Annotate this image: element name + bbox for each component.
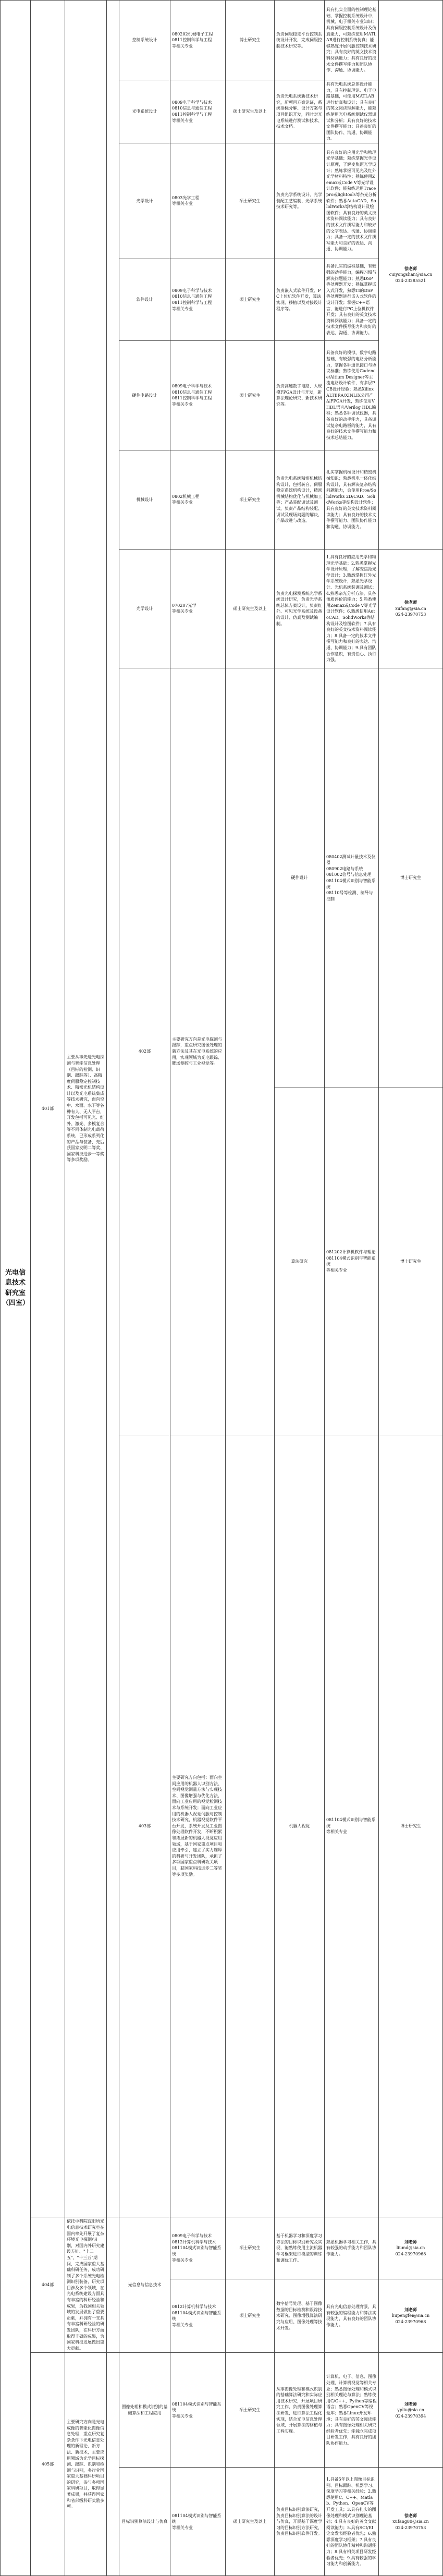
contact-cell (379, 549, 443, 668)
spacer-cell (107, 1, 119, 2217)
job-duty: 负责光电系统新技术研究，新项目方案论证，系统指标分解、设计方案与项目组织开发，同时对光电系统进行测试和技术、技术文档。 (275, 80, 325, 143)
contact-phone: 024-23285521 (395, 278, 426, 283)
major-list: 080402测试计量技术及仪器 080902电路与系统 081002信号与信息处理 081104模式识别与智能系统 08110号等检测、制导与控制 (325, 668, 379, 1088)
contact-email[interactable]: ypliu@sia.cn (397, 2408, 424, 2413)
room-direction: 主要从事先进光电探测与智能信息处理（目标的检测、识别、跟踪等）、高精度伺服稳定控制技术、精密光机结构设计以及光电系统集成等技术研究，面向空中、水面、水下等各种有人、无人平台，开发包括可见光、红外、激光、多模复合等不同体制光电载荷系统，已形成系列化的产品与装备，先后获国家发明二等奖、国家科技进步一等奖等多项奖励。 (65, 1, 107, 2217)
job-duty: 数字信号处理、基于图像数据的目标检测和跟踪技术研究、图像增强算法研究与应用、图像处理等技术开发。 (275, 2279, 325, 2353)
contact-cell (379, 2217, 443, 2279)
room-direction: 主要研究方向是光电探测与跟踪，重点研究图像处理的新方法及其在光电系统的应用，实现领域为光电跟踪、靶场测控与工业视觉等。 (170, 668, 226, 1435)
major-list: 080202机械电子工程 0811控制科学与工程 等相关专业 (170, 1, 226, 80)
contact-cell (379, 2468, 443, 2576)
room-name: 404部 (31, 2217, 65, 2353)
job-duty: 负责高速数字电路、大规模FPGA设计与开发，新算法理论研究、新技术研究等。 (275, 340, 325, 450)
contact-phone: 024-23970753 (395, 2525, 426, 2530)
degree-requirement: 硕士研究生及以上 (226, 549, 275, 668)
room-name: 403部 (119, 1435, 170, 2217)
major-list: 070207光学 等相关专业 (170, 549, 226, 668)
room-name: 402部 (119, 668, 170, 1435)
room-direction: 主要研究方向包括：面向空间应用的机器人识别方法、空间视觉测量方法与实现技术、图像增强与优化方法，面向工业应用的视觉检测技术与系统开发；面向工业应用的机器人视觉伺服与控制技术研究，机器视觉软件平台开发，系统开发及工业图像处理软件开发，不断积累和拓展新的机器人视觉应用领域，基于国家重点项目和应用牵引，建立了实力雄厚的科研与开发团队，承担了多项国家重点科研攻关项目，获国家科技进步二等奖等多项奖励。 (170, 1435, 226, 2217)
major-list: 081104模式识别与智能系统 等相关专业 (170, 2468, 226, 2576)
post-name: 目标识别算法设计与仿真 (119, 2468, 170, 2576)
degree-requirement: 硕士研究生 (226, 143, 275, 259)
job-requirement: 计算机、电子、信息、图像处理、计算机视觉等相关专业；熟悉图像处理和模式识别相关理论与算法；熟练使用C/C++、Python等编程语言；熟悉OpenCV等视觉库；熟悉Linux开发环境；具有良好的英文阅读能力；具有图像处理相关研究经验者优先；能独立完成项目研发工作，具有良好的团队协作能力。 (325, 2353, 379, 2468)
contact-name: 刘老师 (404, 2239, 417, 2244)
degree-requirement: 博士研究生 (226, 1, 275, 80)
contact-email[interactable]: liupengfei@sia.cn (391, 2313, 430, 2318)
degree-requirement: 硕士研究生 (226, 2279, 275, 2353)
job-requirement: 具有光电信息处理背景，具有较强的编程能力和算法实现能力，具有良好的团队协作能力。 (325, 2279, 379, 2353)
contact-email[interactable]: liumd@sia.cn (396, 2245, 425, 2251)
post-name: 硬件电路设计 (119, 340, 170, 450)
degree-requirement: 硕士研究生 (226, 340, 275, 450)
post-name: 软件设计 (119, 259, 170, 340)
degree-requirement: 硕士研究生 (226, 450, 275, 549)
major-list: 0809电子科学与技术 0810信息与通信工程 0811控制科学与工程 等相关专业 (170, 259, 226, 340)
post-name: 机器人视觉 (275, 1435, 325, 2217)
post-name: 光学设计 (119, 549, 170, 668)
room-direction: 主要研究方向是光电成像的智能化图像信息处理，重点研究复杂条件下光电信息处理的新理论、新方法、新技术，主要应用领域为光学目标探测、跟踪、识别和检测与识别，多行业国家重大基础科研项目的研究，参与多项国家科研项目，取得显著成果，并获得国家和省部级科研奖励多项。 (65, 2353, 107, 2576)
degree-requirement: 博士研究生 (379, 1088, 443, 1435)
contact-cell (379, 2279, 443, 2353)
major-list: 081104模式识别与智能系统 等相关专业 (170, 2353, 226, 2468)
contact-email[interactable]: xufang@sia.cn (395, 606, 426, 611)
spacer-cell (107, 2217, 119, 2353)
contact-cell (379, 2353, 443, 2468)
contact-name: 刘老师 (404, 2306, 417, 2312)
job-requirement: 具有扎实全面的控制理论基础，掌握控制系统设计中，机械、电子相关专业知识；具有伺服控制系统设计及仿真能力，可熟练使用MATLAB进行控制系统仿真；能够熟练开展伺服控制技术研究；具有良好的英文技术资料阅读能力；具有良好的技术文件撰写能力和团队协作、沟通、协调能力。 (325, 1, 379, 80)
job-requirement: 熟悉机器学习相关工作，具有较强的动手能力和团队协作能力。 (325, 2217, 379, 2279)
post-name: 图像处理和模式识别的基础算法和工程应用 (119, 2353, 170, 2468)
major-list: 0809电子科学与技术 0812计算机科学与技术 081104模式识别与智能系统 等相关专业 (170, 2217, 226, 2279)
contact-cell (379, 1, 443, 550)
major-list: 081104模式识别与智能系统 等相关专业 (325, 1435, 379, 2217)
contact-phone: 024-23970968 (395, 2251, 426, 2256)
job-requirement: 具有光电系统总体设计能力，具有控制理论、电子电路基础，可使用MATLAB进行仿真和设计；具有良好的英文阅读理解能力，能熟练使用光电系统测试仪器调试和分析；具有良好的技术文件撰写能力；具备良好的团队协作、沟通、协调能力。 (325, 80, 379, 143)
job-duty: 负责光电探测系统光学系统设计研究，负责光学系统总体方案设计，负责红外、可见光学系统及设备的设计、仿真及测试编制。 (275, 549, 325, 668)
contact-name: 徐老师 (404, 265, 417, 271)
job-requirement: 具备良好的模拟、数字电路基础，有较强的电路分析能力，掌握各种通讯接口与协议标准；熟练使用Cadence/Altium Designer等主流电路设计软件，有多层PCB设计经验；熟悉Xilinx ALTERA/XINLIX公司产品FPGA开发，熟练使用VHDL语言/Verilog HDL编程；熟悉各种调试仪器，具备良好的动手能力，具备调试复杂电路板的能力，具有良好的技术文件撰写能力和技术总结能力。 (325, 340, 379, 450)
job-duty: 基于机器学习和深度学习方法的目标识别研究及实现，能熟练使用主流机器学习框架进行模型的训练和调优工作。 (275, 2217, 325, 2279)
spacer-cell (107, 2353, 119, 2576)
job-duty: 负责光电系统精密机械结构设计，包括转台、伺服稳定系统机构设计，精密机械结构优化与机械加工等；产品装配调试及测试，负责产品结构装配、调试及现场问题的解决，产品改进与改造。 (275, 450, 325, 549)
major-list: 0809电子科学与技术 0810信息与通信工程 0811控制科学与工程 等相关专业 (170, 340, 226, 450)
post-name: 光电系统设计 (119, 80, 170, 143)
post-name: 控制系统设计 (119, 1, 170, 80)
job-requirement: 具备扎实的编程基础，有较强的动手能力，编程习惯与解决问题能力；熟悉DSP等处理器开发；熟练掌握嵌入式开发，熟悉TI的DSP等处理器进行嵌入式软件的设计开发；掌握C++语言，能进行PC上位机软件开发；具有良好的英文技术资料阅读能力；具备一定的技术文件撰写能力和良好的表达、沟通、协调能力。 (325, 259, 379, 340)
room-direction: 依托中科院沈阳所光电信息技术研究室在国内率先开展了复杂环境光电探测/识别，对国内外研究建设方针、"十二五"、"十三五"期间，完成国家重大基础科研任务，成功研制了多个系统光电检测识别装备，研究项目涉及多个领域，在光电系统建设方面具有丰富的科研经验和成果，为我国相关领域的发展做出了重要贡献，并拥有一支具有丰富科研经验的研发团队，在科研方面取得丰硕的成果，为国家科技发展做出重大贡献。 (65, 2217, 107, 2353)
job-duty: 负责嵌入式软件开发、PC上位机软件开发，算法实现、移植以及对接设计程序等。 (275, 259, 325, 340)
job-duty: 从事图像处理和模式识别的基础算法研究和实际应用技术研究，开展项目研究工作，负责图像处理算法研发，进行算法工程化实现，结合光电信息处理领域，开展算法的移植与工程实现。 (275, 2353, 325, 2468)
department-cell: 光电信息技术研究室（四室） (1, 1, 31, 2576)
contact-phone: 024-23970394 (395, 2413, 426, 2419)
post-name: 光信息与信息技术 (119, 2217, 170, 2353)
contact-email[interactable]: cuiyongshan@sia.cn (389, 272, 433, 277)
major-list: 0803光学工程 等相关专业 (170, 143, 226, 259)
post-name: 硬件设计 (275, 668, 325, 1088)
degree-requirement: 硕士研究生及以上 (226, 80, 275, 143)
degree-requirement: 博士研究生 (379, 668, 443, 1088)
contact-name: 徐老师 (404, 2512, 417, 2518)
post-name: 机械设计 (119, 450, 170, 549)
room-name: 401部 (31, 1, 65, 2217)
contact-phone: 024-23970968 (395, 2319, 426, 2324)
job-requirement: 具有良好的应用光学和物理光学基础；熟练掌握光学设计原理，了解变焦距光学设计；熟练掌握可见光及红外光学材料特性；熟练使用Zemax或Code V等光学设计软件；能熟练运用Tracepro或lightools等杂光分析软件；熟悉AutoCAD、SolidWorks等结构设计及绘图软件；具有良好的英文技术资料阅读能力；具有良好的技术文件撰写能力和较好的文字表达、沟通、协调能力；具备一定的技术文件撰写能力和良好的表达、沟通、协调能力。 (325, 143, 379, 259)
contact-email[interactable]: xufang80@sia.cn (392, 2519, 429, 2524)
spacer-cell (226, 668, 275, 1435)
post-name: 光学设计 (119, 143, 170, 259)
job-requirement: 1.具备5年以上图像目标识别、目标跟踪、机器学习、深度学习等相关经验；2.熟悉使用C、C++、Matlab、Python、OpenCV等开发工具；3.具有扎实的图像处理和模式识别理论基础；4.具有良好的英文文献阅读能力；5.具有SCI/EI论文发表经验者优先；6.熟悉深度学习框架；7.具有良好的团队协作精神和沟通能力；8.具有相关项目研发经验者优先；9.具有较强的学习能力和创新能力。 (325, 2468, 379, 2576)
spacer-cell (226, 1435, 275, 2217)
major-list: 0809电子科学与技术 0810信息与通信工程 0811控制科学与工程 等相关专业 (170, 80, 226, 143)
contact-name: 徐老师 (404, 600, 417, 605)
degree-requirement: 硕士研究生 (226, 259, 275, 340)
degree-requirement: 硕士研究生及以上 (226, 2468, 275, 2576)
job-requirement: 1.具有良好的应用光学和物理光学基础；2.熟悉掌握光学设计原理，了解变焦距光学设计；3.熟悉掌握红外光学系统设计，熟悉光学设计、光机系统装调及测试；4.熟悉杂光分析方法，具备像质评价的能力；5.熟悉使用Zemax或Code V等光学设计软件；6.熟悉使用AutoCAD、SolidWorks等结构设计及绘图软件；7.具有良好的英文技术资料阅读能力；8.具备一定的技术文件撰写能力和良好的表达、沟通、协调能力；9.具有团队合作意识，有责任心、执行力强。 (325, 549, 379, 668)
contact-name: 刘老师 (404, 2401, 417, 2407)
degree-requirement: 博士研究生 (379, 1435, 443, 2217)
job-duty: 负责伺服稳定平台控制系统设计开发，完成伺服控制技术研究等。 (275, 1, 325, 80)
major-list: 081202计算机软件与理论 081104模式识别与智能系统 等相关专业 (325, 1088, 379, 1435)
job-requirement: 扎实掌握机械设计和精密机械知识；熟悉机电一体化结构设计，具有解决复杂结构问题能力，会使用Proe/SolidWorks 2D/CAD、SolidWorks等结构设计软件；具有良好的英文技术资料阅读能力；具有良好的技术文件撰写能力、团队协作能力和沟通、协调能力。 (325, 450, 379, 549)
degree-requirement: 硕士研究生 (226, 2217, 275, 2279)
degree-requirement: 硕士研究生 (226, 2353, 275, 2468)
job-duty: 负责光学系统设计、光学装配工艺编制、光学系统技术研究等。 (275, 143, 325, 259)
contact-phone: 024-23970753 (395, 612, 426, 617)
major-list: 0802机械工程 等相关专业 (170, 450, 226, 549)
job-duty: 负责目标识别算法研究，负责目标识别算法的设计与仿真，开展基于深度学习的目标识别方法研究，负责目标识别软件开发。 (275, 2468, 325, 2576)
post-name: 算法研究 (275, 1088, 325, 1435)
major-list: 0812计算机科学与技术 081104模式识别与智能系统 等相关专业 (170, 2279, 226, 2353)
room-name: 405部 (31, 2353, 65, 2576)
